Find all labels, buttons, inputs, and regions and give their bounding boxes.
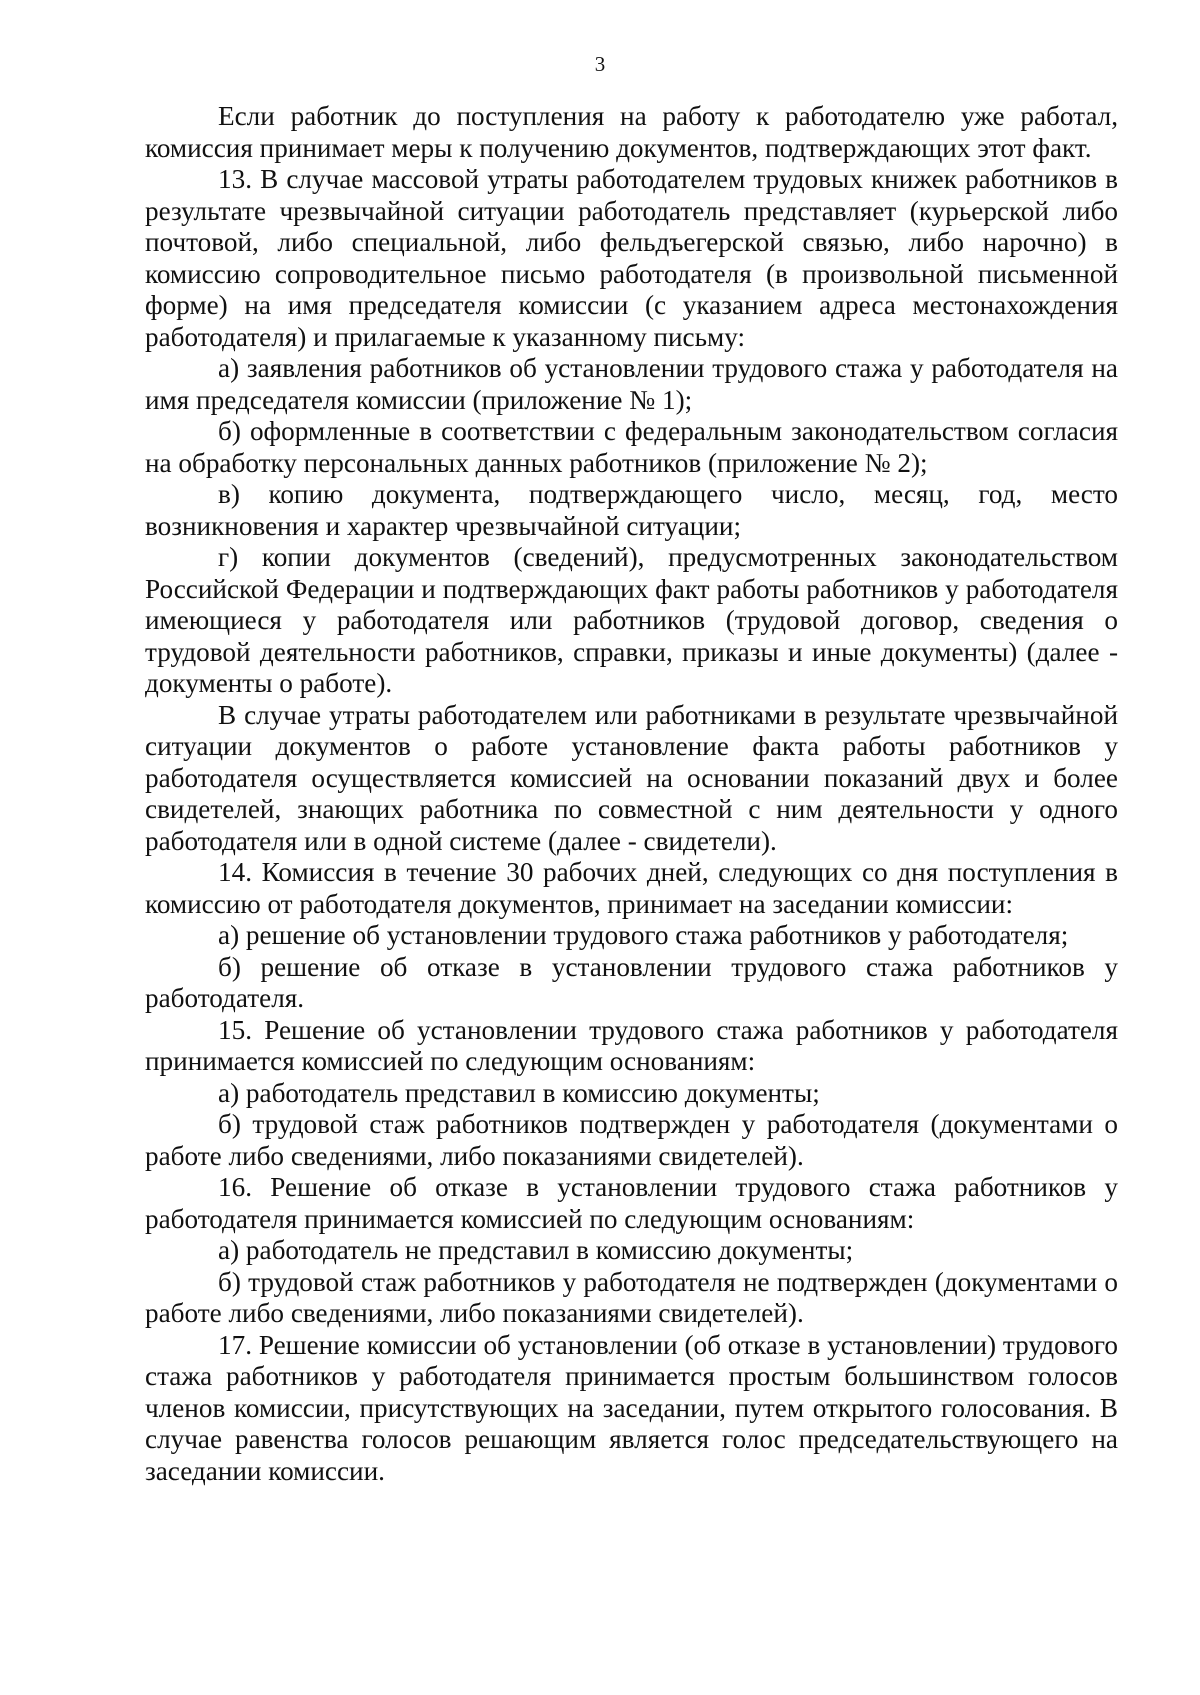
paragraph-13: 13. В случае массовой утраты работодателем трудовых книжек работников в результате чрезвычайной ситуации работодатель представляет (курьерской либо почтовой, либо специальной, либо фельдъегерской связью, либо нарочно) в комиссию сопроводительное письмо работодателя (в произвольной письменной форме) на имя председателя комиссии (с указанием адреса местонахождения работодателя) и прилагаемые к указанному письму: — [145, 164, 1118, 352]
paragraph-13-item-v: в) копию документа, подтверждающего число, месяц, год, место возникновения и характер чрезвычайной ситуации; — [145, 479, 1118, 541]
document-body — [145, 101, 1118, 1487]
paragraph-prior-employment: Если работник до поступления на работу к работодателю уже работал, комиссия принимает меры к получению документов, подтверждающих этот факт. — [145, 101, 1118, 163]
paragraph-16-item-b: б) трудовой стаж работников у работодателя не подтвержден (документами о работе либо сведениями, либо показаниями свидетелей). — [145, 1266, 1118, 1328]
paragraph-13-item-b: б) оформленные в соответствии с федеральным законодательством согласия на обработку персональных данных работников (приложение № 2); — [145, 416, 1118, 478]
paragraph-16: 16. Решение об отказе в установлении трудового стажа работников у работодателя принимается комиссией по следующим основаниям: — [145, 1172, 1118, 1234]
page-number: 3 — [594, 52, 606, 76]
paragraph-13-item-g: г) копии документов (сведений), предусмотренных законодательством Российской Федерации и подтверждающих факт работы работников у работодателя имеющиеся у работодателя или работников (трудовой договор, сведения о трудовой деятельности работников, справки, приказы и иные документы) (далее - документы о работе). — [145, 542, 1118, 698]
paragraph-15-item-a: а) работодатель представил в комиссию документы; — [218, 1077, 820, 1108]
paragraph-17: 17. Решение комиссии об установлении (об отказе в установлении) трудового стажа работников у работодателя принимается простым большинством голосов членов комиссии, присутствующих на заседании, путем открытого голосования. В случае равенства голосов решающим является голос председательствующего на заседании комиссии. — [145, 1329, 1118, 1486]
paragraph-16-item-a: а) работодатель не представил в комиссию документы; — [218, 1235, 854, 1265]
paragraph-13-witnesses: В случае утраты работодателем или работниками в результате чрезвычайной ситуации документов о работе установление факта работы работников у работодателя осуществляется комиссией на основании показаний двух и более свидетелей, знающих работника по совместной с ним деятельности у одного работодателя или в одной системе (далее - свидетели). — [145, 699, 1118, 856]
paragraph-14: 14. Комиссия в течение 30 рабочих дней, следующих со дня поступления в комиссию от работодателя документов, принимает на заседании комиссии: — [145, 857, 1118, 919]
paragraph-13-item-a: а) заявления работников об установлении трудового стажа у работодателя на имя председателя комиссии (приложение № 1); — [145, 353, 1118, 415]
paragraph-14-item-a: а) решение об установлении трудового стажа работников у работодателя; — [218, 920, 1069, 950]
paragraph-14-item-b: б) решение об отказе в установлении трудового стажа работников у работодателя. — [145, 951, 1118, 1013]
paragraph-15: 15. Решение об установлении трудового стажа работников у работодателя принимается комиссией по следующим основаниям: — [145, 1014, 1118, 1076]
paragraph-15-item-b: б) трудовой стаж работников подтвержден у работодателя (документами о работе либо сведениями, либо показаниями свидетелей). — [145, 1109, 1118, 1171]
